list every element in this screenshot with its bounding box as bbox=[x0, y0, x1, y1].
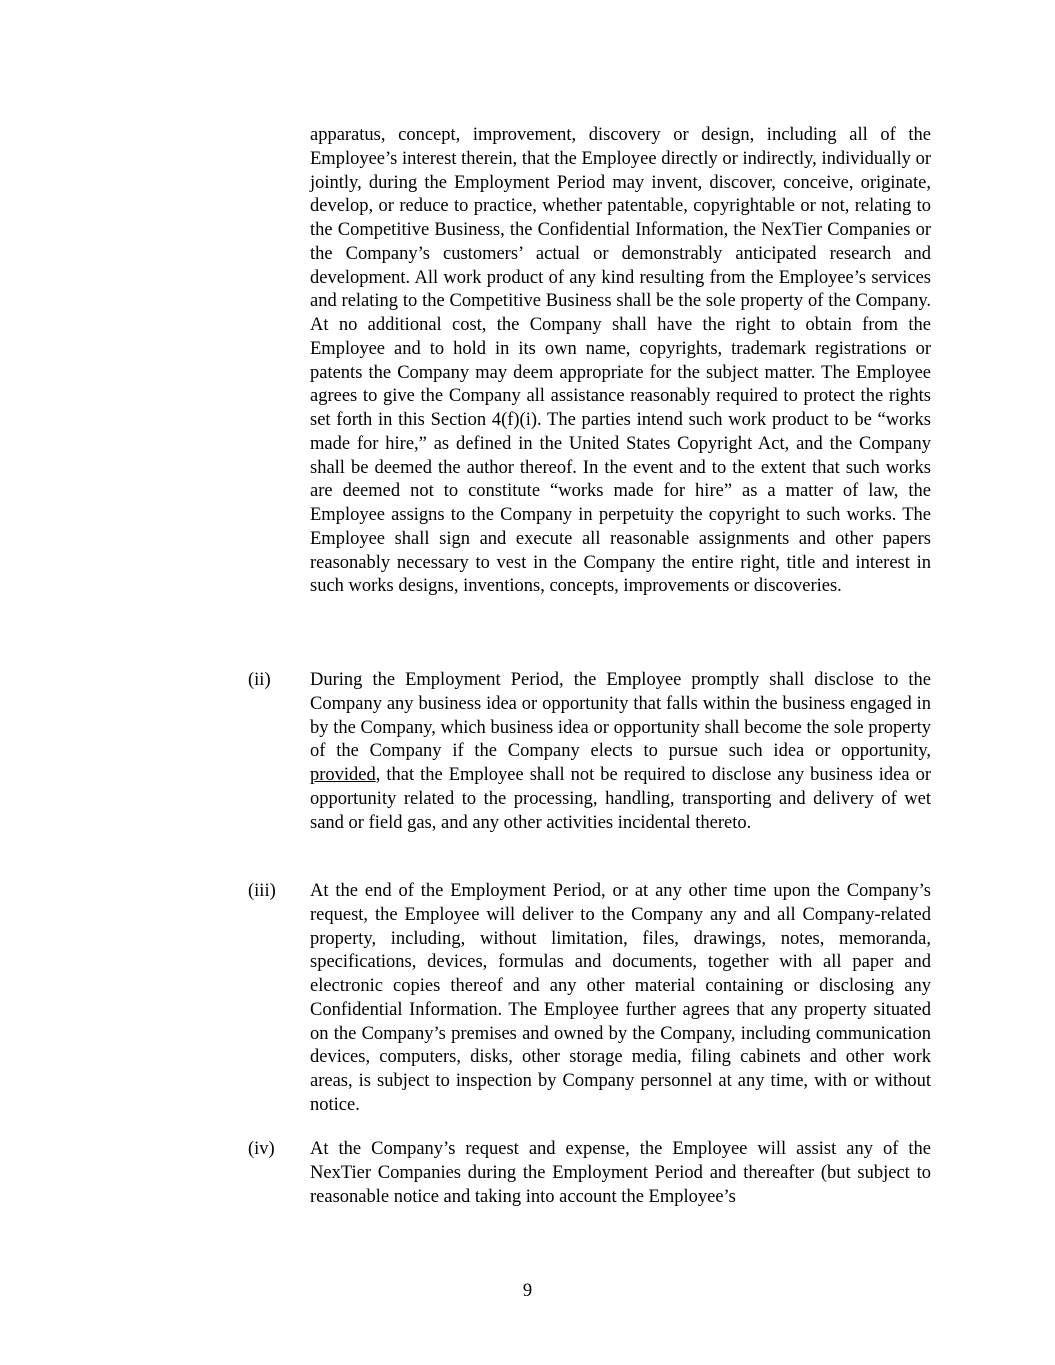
item-paragraph-iv: At the Company’s request and expense, the Employee will assist any of the NexTier Companies during the Employment Period and thereafter (but subject to reasonable notice and taking into account the Employee’s bbox=[310, 1139, 931, 1207]
item-paragraph-ii bbox=[310, 669, 931, 835]
item-label-ii: (ii) bbox=[248, 670, 271, 690]
item-ii-text-before: During the Employment Period, the Employee promptly shall disclose to the Company any business idea or opportunity that falls within the business engaged in by the Company, which business idea or opportunity shall become the sole property of the Company if the Company elects to pursue such idea or opportunity, bbox=[310, 670, 931, 762]
item-label-iii: (iii) bbox=[248, 881, 276, 901]
paragraph-continuation: apparatus, concept, improvement, discovery or design, including all of the Employee’s interest therein, that the Employee directly or indirectly, individually or jointly, during the Employment Period may invent, discover, conceive, originate, develop, or reduce to practice, whether patentable, copyrightable or not, relating to the Competitive Business, the Confidential Information, the NexTier Companies or the Company’s customers’ actual or demonstrably anticipated research and development. All work product of any kind resulting from the Employee’s services and relating to the Competitive Business shall be the sole property of the Company. At no additional cost, the Company shall have the right to obtain from the Employee and to hold in its own name, copyrights, trademark registrations or patents the Company may deem appropriate for the subject matter. The Employee agrees to give the Company all assistance reasonably required to protect the rights set forth in this Section 4(f)(i). The parties intend such work product to be “works made for hire,” as defined in the United States Copyright Act, and the Company shall be deemed the author thereof. In the event and to the extent that such works are deemed not to constitute “works made for hire” as a matter of law, the Employee assigns to the Company in perpetuity the copyright to such works. The Employee shall sign and execute all reasonable assignments and other papers reasonably necessary to vest in the Company the entire right, title and interest in such works designs, inventions, concepts, improvements or discoveries. bbox=[310, 125, 931, 597]
item-paragraph-iii: At the end of the Employment Period, or at any other time upon the Company’s request, the Employee will deliver to the Company any and all Company-related property, including, without limitation, files, drawings, notes, memoranda, specifications, devices, formulas and documents, together with all paper and electronic copies thereof and any other material containing or disclosing any Confidential Information. The Employee further agrees that any property situated on the Company’s premises and owned by the Company, including communication devices, computers, disks, other storage media, filing cabinets and other work areas, is subject to inspection by Company personnel at any time, with or without notice. bbox=[310, 881, 931, 1115]
item-ii-text-after: , that the Employee shall not be required to disclose any business idea or opportunity related to the processing, handling, transporting and delivery of wet sand or field gas, and any other activities incidental thereto. bbox=[310, 765, 931, 833]
item-label-iv: (iv) bbox=[248, 1139, 275, 1159]
page-number: 9 bbox=[522, 1281, 533, 1301]
item-ii-provided-underlined: provided bbox=[310, 765, 376, 785]
